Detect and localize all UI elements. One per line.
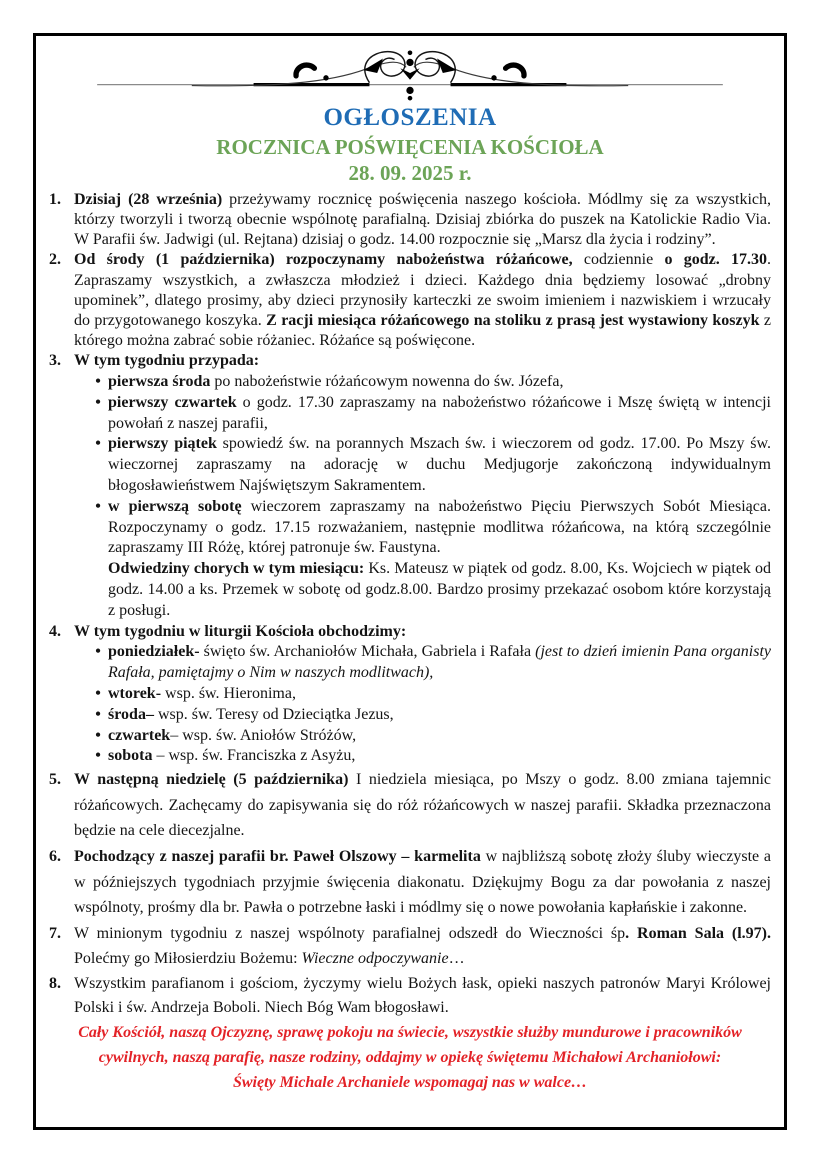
announcements-list (49, 190, 771, 1020)
announcement-body (74, 844, 771, 921)
bullet-text (108, 372, 771, 393)
text-segment: W następną niedzielę (5 października) (74, 771, 356, 789)
announcement-text (74, 351, 771, 372)
text-segment: Dzisiaj (28 września) (74, 191, 230, 208)
text-segment: pierwsza środa (108, 373, 215, 391)
announcement-body (74, 921, 771, 972)
text-segment: – wsp. św. Aniołów Stróżów, (170, 726, 357, 744)
flourish-divider-icon (80, 46, 740, 102)
bullet-text (108, 705, 771, 726)
bullet-dot-icon: • (95, 435, 101, 453)
bullet-item (88, 497, 771, 559)
announcement-text (74, 844, 771, 921)
bullet-dot-icon: • (95, 643, 101, 661)
bullet-item (88, 393, 771, 435)
text-segment: o godz. 17.30 zapraszamy na nabożeństwo różańcowe i Mszę świętą w intencji powołań z naszej parafii, (108, 393, 771, 432)
bullet-item (88, 372, 771, 393)
text-segment: Od środy (1 października) rozpoczynamy nabożeństwa różańcowe, (74, 251, 584, 269)
announcement-text (74, 250, 771, 351)
text-segment: Z racji miesiąca różańcowego na stoliku z prasą jest wystawiony koszyk (266, 311, 764, 329)
announcement-body (74, 767, 771, 844)
bullet-text (108, 393, 771, 435)
text-segment: sobota (108, 747, 157, 765)
announcement-item (49, 767, 771, 844)
closing-prayer (49, 1021, 771, 1095)
bullet-item (88, 434, 771, 496)
closing-line-1: Cały Kościół, naszą Ojczyznę, sprawę pokoju na świecie, wszystkie służby mundurowe i pracowników cywilnych, naszą parafię, nasze rodziny, oddajmy w opiekę świętemu Michałowi Archaniołowi: (78, 1023, 742, 1066)
bullet-item (88, 746, 771, 767)
page-date: 28. 09. 2025 r. (348, 161, 472, 185)
text-segment: I niedziela miesiąca, po Mszy o godz. 8.00 zmiana tajemnic różańcowych. Zachęcamy do zapisywania się do róż różańcowych w naszej parafii. Składka przeznaczona będzie na cele diecezjalne. (74, 771, 771, 840)
text-segment: o godz. 17.30 (664, 251, 768, 269)
announcement-number: 3. (49, 352, 61, 370)
announcement-text (74, 190, 771, 250)
text-segment: … (448, 950, 465, 968)
text-segment: po nabożeństwie różańcowym nowenna do św. Józefa, (214, 373, 564, 391)
text-segment: Pochodzący z naszej parafii br. Paweł Olszowy – karmelita (74, 847, 486, 865)
bullet-item (88, 726, 771, 747)
closing-line-2: Święty Michale Archaniele wspomagaj nas w walce… (232, 1073, 588, 1091)
announcement-number: 1. (49, 191, 61, 208)
bullet-note (88, 559, 771, 621)
bullet-item (88, 705, 771, 726)
announcement-item (49, 190, 771, 250)
announcement-item (49, 844, 771, 921)
announcement-item (49, 972, 771, 1020)
text-segment: święto św. Archaniołów Michała, Gabriela i Rafała (199, 643, 536, 661)
bullet-dot-icon: • (95, 373, 101, 391)
text-segment: pierwszy czwartek (108, 393, 243, 411)
text-segment: wieczorem zapraszamy na nabożeństwo Pięciu Pierwszych Sobót Miesiąca. Rozpoczynamy o godz. 17.15 rozważaniem, następnie modlitwa różańcowa, na którą szczególnie zapraszamy III Różę, której patronuje św. Faustyna. (108, 497, 771, 557)
text-segment: w najbliższą sobotę złoży śluby wieczyste a w późniejszych tygodniach przyjmie święcenia diakonatu. Dziękujmy Bogu za dar powołania z naszej wspólnoty, prośmy dla br. Pawła o potrzebne łaski i módlmy się o nowe powołania kapłańskie i zakonne. (74, 847, 771, 917)
text-segment: Wieczne odpoczywanie (301, 950, 449, 968)
announcement-number: 7. (49, 924, 61, 942)
bullet-text (108, 434, 771, 496)
announcement-item (49, 622, 771, 768)
announcement-number: 8. (49, 974, 61, 992)
announcement-item (49, 250, 771, 351)
text-segment: – wsp. św. Franciszka z Asyżu, (156, 747, 356, 765)
announcement-number: 2. (49, 251, 61, 269)
bullet-dot-icon: • (95, 747, 101, 765)
announcement-text (74, 622, 771, 643)
text-segment: środa– (108, 705, 154, 723)
text-segment: . Roman Sala (l.97). (625, 924, 771, 942)
bullet-item (88, 642, 771, 684)
text-segment: Odwiedziny chorych w tym miesiącu: (108, 560, 365, 578)
text-segment: poniedziałek- (108, 643, 200, 661)
text-segment: W tym tygodniu w liturgii Kościoła obchodzimy: (74, 622, 407, 640)
bullet-text (108, 746, 771, 767)
announcement-text (74, 767, 771, 844)
text-segment: wsp. św. Teresy od Dzieciątka Jezus, (153, 705, 394, 723)
announcement-text (74, 972, 771, 1020)
page-title: OGŁOSZENIA (323, 104, 497, 131)
bullet-text (108, 642, 771, 684)
text-segment: codziennie (583, 251, 665, 269)
text-segment: Ks. Mateusz w piątek od godz. 8.00, Ks. Wojciech w piątek od godz. 14.00 a ks. Przemek w sobotę od godz.8.00. Bardzo prosimy przekazać osobom które korzystają z posługi. (108, 560, 771, 619)
text-segment: Wszystkim parafianom i gościom, życzymy wielu Bożych łask, opieki naszych patronów Maryi Królowej Polski i św. Andrzeja Boboli. Niech Bóg Wam błogosławi. (74, 974, 771, 1016)
page-subtitle: ROCZNICA POŚWIĘCENIA KOŚCIOŁA (216, 135, 604, 159)
header-flourish-ornament (49, 46, 771, 102)
bullet-dot-icon: • (95, 705, 101, 723)
bullet-item (88, 684, 771, 705)
bullet-text (108, 559, 771, 621)
text-segment: z którego można zabrać sobie różaniec. Różańce są poświęcone. (74, 311, 771, 350)
text-segment: w pierwszą sobotę (108, 497, 251, 515)
text-segment: przeżywamy rocznicę poświęcenia naszego kościoła. Módlmy się za wszystkich, którzy tworzyli i tworzą obecnie wspólnotę parafialną. Dzisiaj zbiórka do puszek na Katolickie Radio Via. W Parafii św. Jadwigi (ul. Rejtana) dzisiaj o godz. 14.00 rozpocznie się „Marsz dla życia i rodziny”. (74, 191, 771, 249)
announcement-item (49, 351, 771, 621)
text-segment: W minionym tygodniu z naszej wspólnoty parafialnej odszedł do Wieczności śp (74, 924, 626, 942)
page-border (33, 33, 787, 1130)
announcement-body (74, 622, 771, 768)
bullet-text (108, 726, 771, 747)
announcement-item (49, 921, 771, 972)
text-segment: wsp. św. Hieronima, (161, 685, 296, 702)
bullet-dot-icon: • (95, 726, 101, 744)
bullet-dot-icon: • (95, 393, 101, 411)
text-segment: spowiedź św. na porannych Mszach św. i wieczorem od godz. 17.00. Po Mszy św. wieczornej zapraszamy na adorację w duchu Medjugorje zakończoną indywidualnym błogosławieństwem Najświętszym Sakramentem. (108, 435, 771, 495)
bullet-dot-icon: • (95, 685, 101, 702)
announcement-body (74, 972, 771, 1020)
text-segment: . Zapraszamy wszystkich, a zwłaszcza młodzież i dzieci. Każdego dnia będziemy losować „drobny upominek”, dlatego prosimy, aby dzieci przynosiły karteczki ze swoim imieniem i nazwiskiem i wrzucały do przygotowanego koszyka. (74, 251, 772, 329)
bullet-text (108, 684, 771, 705)
bullet-dot-icon: • (95, 497, 101, 515)
announcement-body (74, 190, 771, 250)
announcement-number: 4. (49, 622, 61, 640)
announcement-body (74, 351, 771, 621)
announcement-number: 6. (49, 847, 61, 865)
text-segment: Polećmy go Miłosierdziu Bożemu: (74, 950, 302, 968)
text-segment: (jest to dzień imienin Pana organisty Rafała, pamiętajmy o Nim w naszych modlitwach), (108, 643, 771, 682)
bullet-spacer (88, 559, 108, 621)
announcement-number: 5. (49, 771, 61, 789)
announcement-text (74, 921, 771, 972)
bullet-text (108, 497, 771, 559)
text-segment: wtorek- (108, 685, 162, 702)
text-segment: czwartek (108, 726, 171, 744)
announcement-body (74, 250, 771, 351)
text-segment: W tym tygodniu przypada: (74, 352, 260, 370)
text-segment: pierwszy piątek (108, 435, 223, 453)
